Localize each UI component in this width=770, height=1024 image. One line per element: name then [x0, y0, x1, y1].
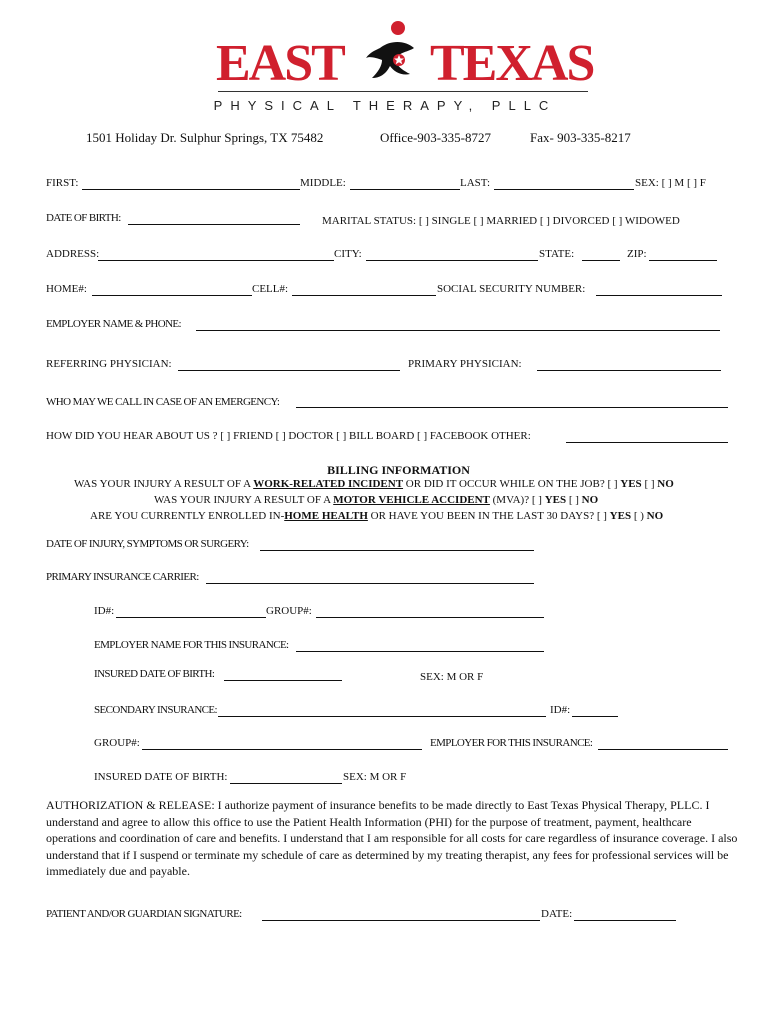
secondary-insured-sex-option[interactable]: SEX: M OR F: [343, 771, 407, 783]
zip-field[interactable]: [649, 260, 717, 261]
last-name-label: LAST:: [460, 177, 491, 189]
secondary-id-field[interactable]: [572, 716, 618, 717]
fax-number: Fax- 903-335-8217: [530, 130, 631, 145]
signature-date-label: DATE:: [541, 908, 573, 920]
referring-physician-label: REFERRING PHYSICIAN:: [46, 358, 172, 370]
signature-label: PATIENT AND/OR GUARDIAN SIGNATURE:: [46, 908, 242, 920]
signature-date-field[interactable]: [574, 920, 676, 921]
insured-dob-field[interactable]: [224, 680, 342, 681]
billing-title: BILLING INFORMATION: [327, 463, 470, 477]
secondary-group-label: GROUP#:: [94, 737, 140, 749]
mva-question[interactable]: WAS YOUR INJURY A RESULT OF A MOTOR VEHICLE ACCIDENT (MVA)? [ ] YES [ ] NO: [154, 494, 599, 506]
employer-insurance-field[interactable]: [296, 651, 544, 652]
referring-physician-field[interactable]: [178, 370, 400, 371]
home-phone-field[interactable]: [92, 295, 252, 296]
authorization-release-text: AUTHORIZATION & RELEASE: I authorize payment of insurance benefits to be made directly to East Texas Physical Therapy, PLLC. I understand and agree to allow this office to use the Patient Health Information (PHI) for the purpose of treatment, payment, healthcare operations and coordination of care and benefits. I understand that I am responsible for all costs for care regardless of insurance coverage. I also understand that if I suspend or terminate my schedule of care as determined by my treating therapist, any fees for professional services will be immediately due and payable.: [46, 798, 738, 878]
logo-rule: [218, 91, 588, 92]
last-name-field[interactable]: [494, 189, 634, 190]
marital-status-checkboxes[interactable]: MARITAL STATUS: [ ] SINGLE [ ] MARRIED [ ] DIVORCED [ ] WIDOWED: [322, 215, 680, 227]
clinic-address: 1501 Holiday Dr. Sulphur Springs, TX 75482: [86, 130, 324, 145]
signature-field[interactable]: [262, 920, 540, 921]
secondary-employer-field[interactable]: [598, 749, 728, 750]
dob-field[interactable]: [128, 224, 300, 225]
address-field[interactable]: [98, 260, 334, 261]
secondary-insurance-field[interactable]: [218, 716, 546, 717]
work-related-question[interactable]: WAS YOUR INJURY A RESULT OF A WORK-RELATED INCIDENT OR DID IT OCCUR WHILE ON THE JOB? [ ] YES [ ] NO: [74, 478, 674, 490]
emergency-contact-field[interactable]: [296, 407, 728, 408]
date-of-injury-label: DATE OF INJURY, SYMPTOMS OR SURGERY:: [46, 538, 249, 550]
employer-insurance-label: EMPLOYER NAME FOR THIS INSURANCE:: [94, 639, 289, 651]
secondary-insured-dob-label: INSURED DATE OF BIRTH:: [94, 771, 228, 783]
middle-name-label: MIDDLE:: [300, 177, 346, 189]
insured-dob-label: INSURED DATE OF BIRTH:: [94, 668, 215, 680]
date-of-injury-field[interactable]: [260, 550, 534, 551]
insured-sex-option[interactable]: SEX: M OR F: [420, 671, 484, 683]
cell-phone-label: CELL#:: [252, 283, 289, 295]
home-health-question[interactable]: ARE YOU CURRENTLY ENROLLED IN-HOME HEALTH OR HAVE YOU BEEN IN THE LAST 30 DAYS? [ ] YES [ ) NO: [90, 510, 664, 522]
city-field[interactable]: [366, 260, 538, 261]
secondary-insured-dob-field[interactable]: [230, 783, 342, 784]
referral-source-checkboxes[interactable]: HOW DID YOU HEAR ABOUT US ? [ ] FRIEND [ ] DOCTOR [ ] BILL BOARD [ ] FACEBOOK OTHER:: [46, 430, 531, 442]
first-name-field[interactable]: [82, 189, 300, 190]
emergency-contact-label: WHO MAY WE CALL IN CASE OF AN EMERGENCY:: [46, 396, 280, 408]
cell-phone-field[interactable]: [292, 295, 436, 296]
office-phone: Office-903-335-8727: [380, 130, 491, 145]
dob-label: DATE OF BIRTH:: [46, 212, 121, 224]
employer-label: EMPLOYER NAME & PHONE:: [46, 318, 181, 330]
city-label: CITY:: [334, 248, 362, 260]
zip-label: ZIP:: [627, 248, 647, 260]
sex-checkboxes[interactable]: SEX: [ ] M [ ] F: [635, 177, 706, 189]
state-field[interactable]: [582, 260, 620, 261]
primary-insurance-label: PRIMARY INSURANCE CARRIER:: [46, 571, 199, 583]
employer-field[interactable]: [196, 330, 720, 331]
address-label: ADDRESS:: [46, 248, 100, 260]
ssn-field[interactable]: [596, 295, 722, 296]
home-phone-label: HOME#:: [46, 283, 87, 295]
group-field[interactable]: [316, 617, 544, 618]
state-label: STATE:: [539, 248, 575, 260]
runner-figure-icon: [350, 18, 430, 98]
secondary-insurance-label: SECONDARY INSURANCE:: [94, 704, 217, 716]
secondary-group-field[interactable]: [142, 749, 422, 750]
logo-subtitle: PHYSICAL THERAPY, PLLC: [213, 98, 557, 113]
logo-word-east: EAST: [216, 35, 344, 92]
primary-physician-label: PRIMARY PHYSICIAN:: [408, 358, 522, 370]
ssn-label: SOCIAL SECURITY NUMBER:: [437, 283, 586, 295]
group-label: GROUP#:: [266, 605, 312, 617]
secondary-id-label: ID#:: [550, 704, 571, 716]
id-field[interactable]: [116, 617, 266, 618]
logo-word-texas: TEXAS: [430, 35, 594, 92]
first-name-label: FIRST:: [46, 177, 79, 189]
middle-name-field[interactable]: [350, 189, 460, 190]
secondary-employer-label: EMPLOYER FOR THIS INSURANCE:: [430, 737, 593, 749]
id-label: ID#:: [94, 605, 115, 617]
referral-other-field[interactable]: [566, 442, 728, 443]
primary-physician-field[interactable]: [537, 370, 721, 371]
primary-insurance-field[interactable]: [206, 583, 534, 584]
